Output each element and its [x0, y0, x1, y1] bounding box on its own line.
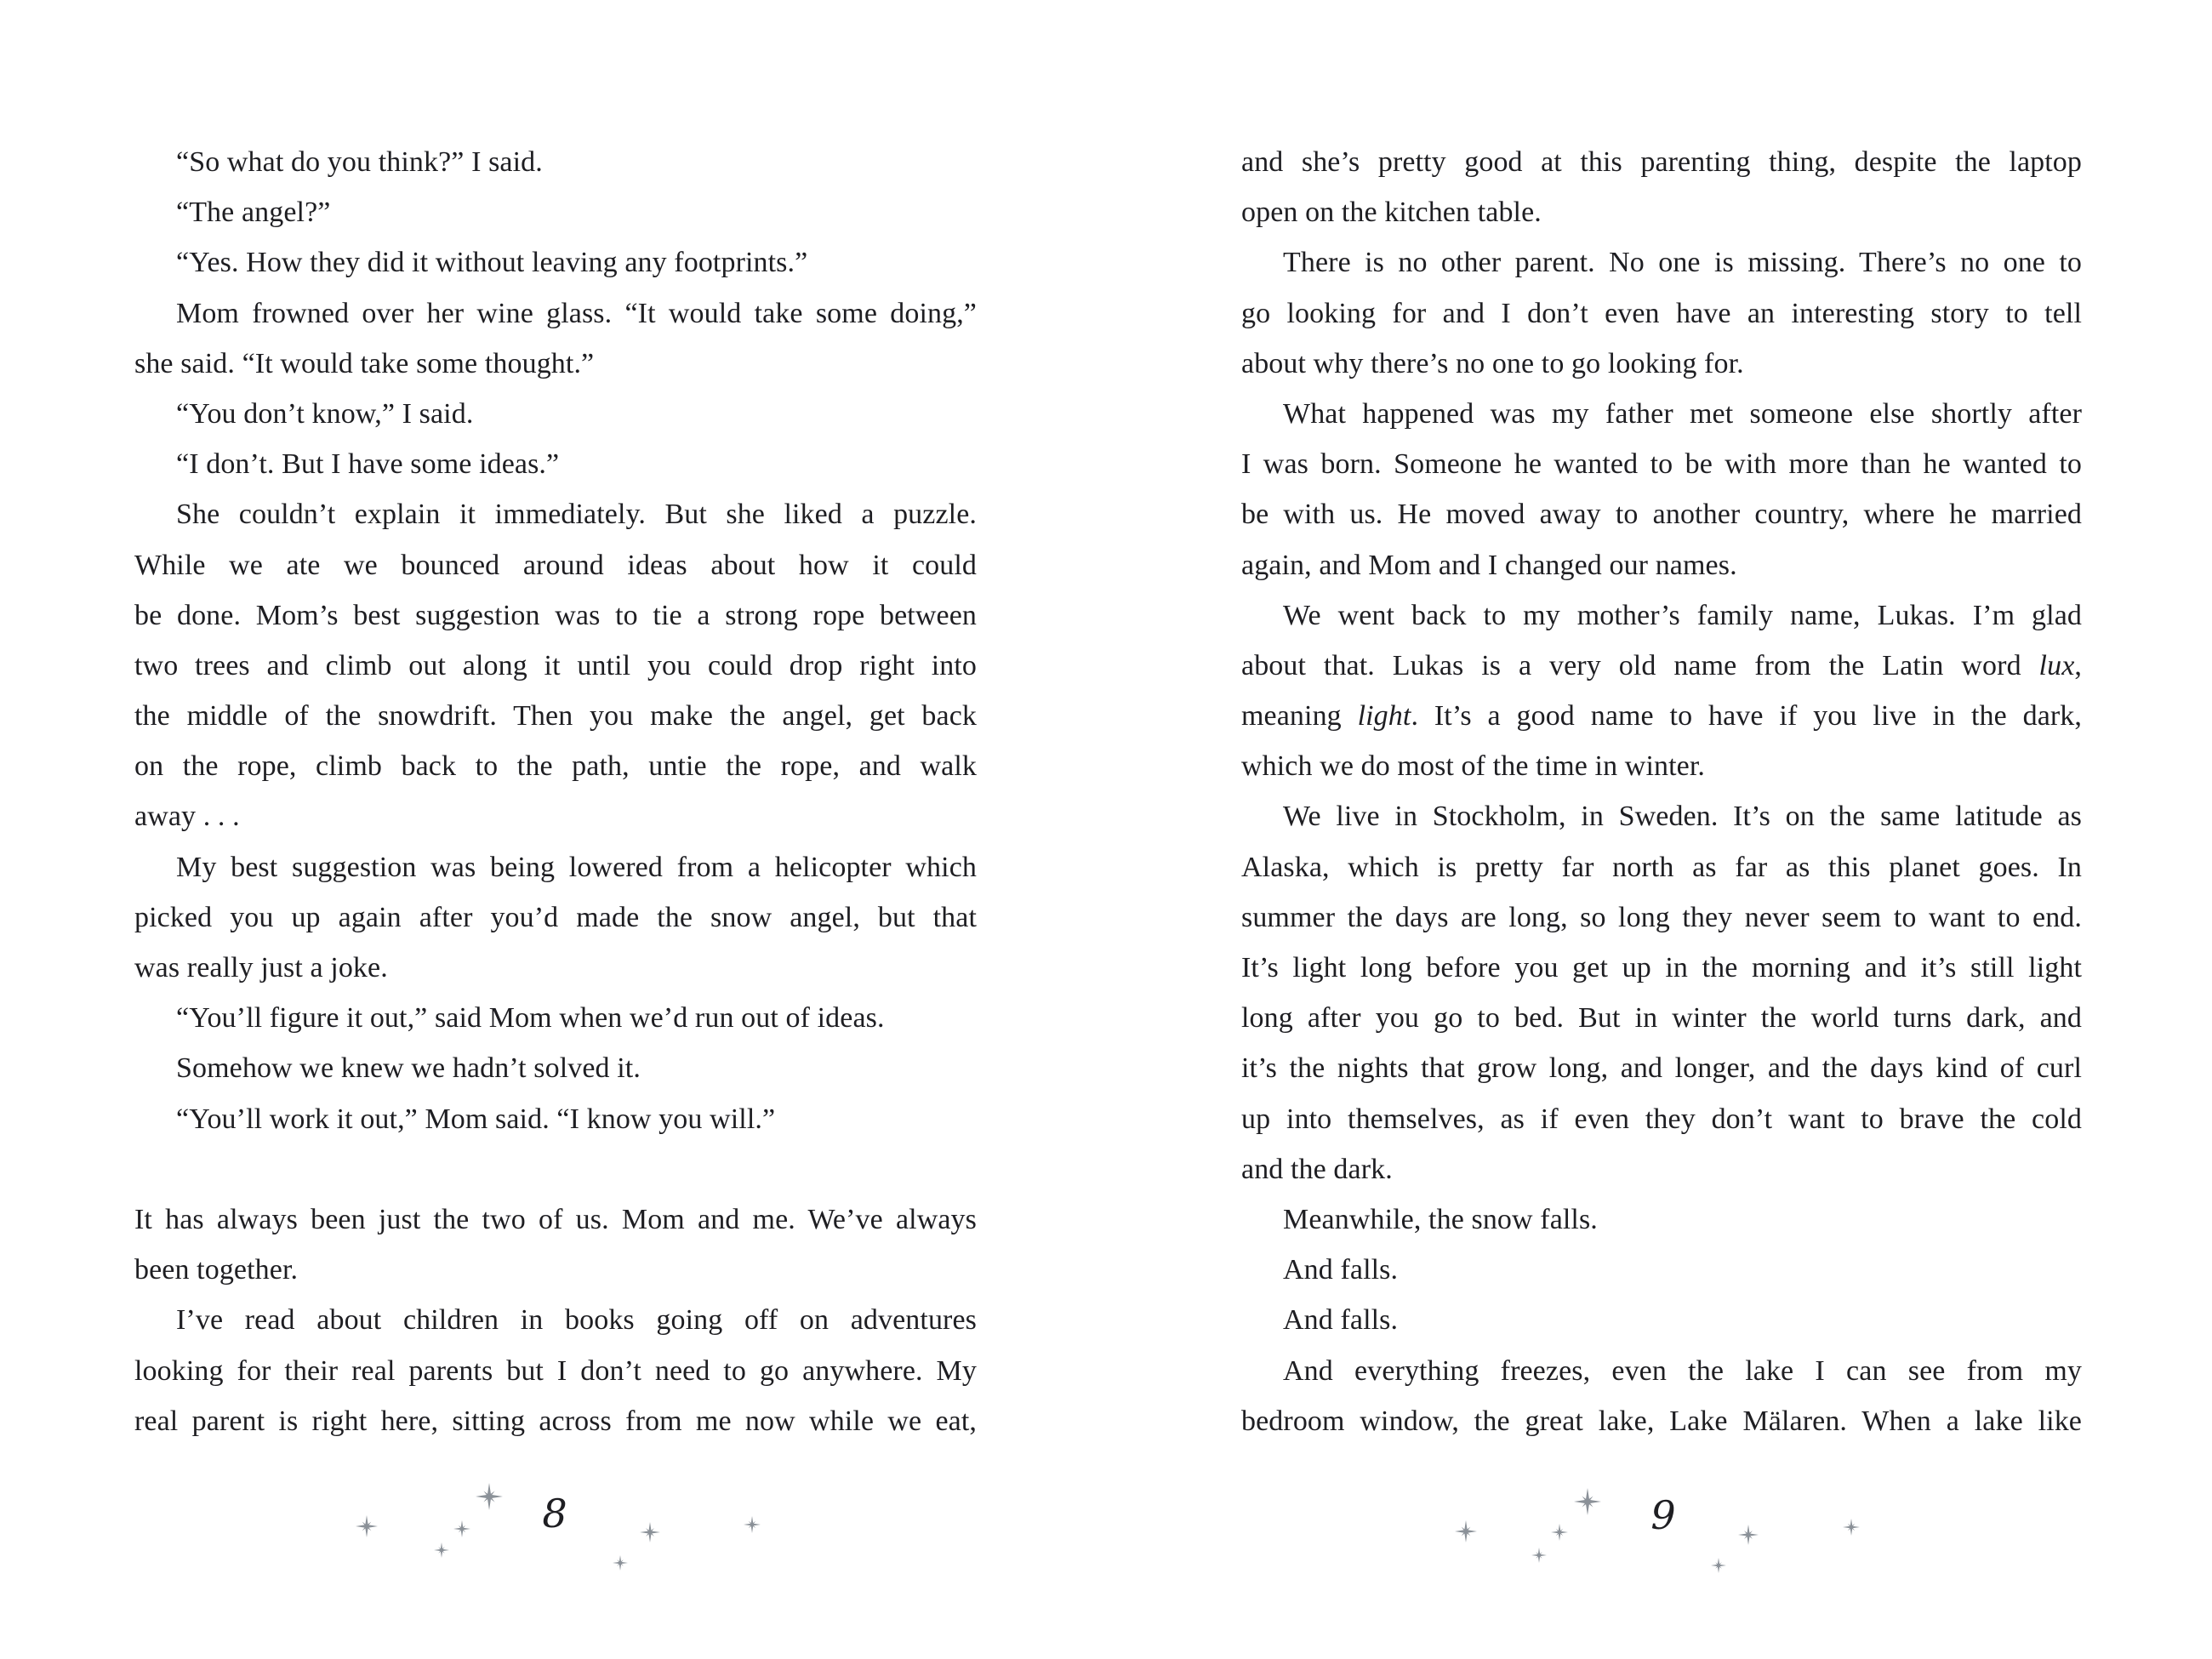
text-line: And everything freezes, even the lake I can see from my: [1283, 1354, 2082, 1387]
text-line: Meanwhile, the snow falls.: [1283, 1203, 1598, 1235]
sparkle-icon: [612, 1554, 630, 1572]
sparkle-icon: [354, 1514, 379, 1539]
text-line: meaning light. It’s a good name to have if you live in the dark,: [1241, 700, 2083, 733]
text-line: And falls.: [1283, 1304, 1399, 1337]
sparkle-icon: [1550, 1523, 1570, 1542]
text-line: While we ate we bounced around ideas about how it could: [134, 549, 977, 581]
blank-line: [134, 1144, 977, 1194]
text-line: Mom frowned over her wine glass. “It would take some doing,”: [176, 297, 977, 329]
text-line: which we do most of the time in winter.: [1241, 750, 1705, 783]
text-line: It’s light long before you get up in the morning and it’s still light: [1241, 952, 2082, 983]
text-line: I’ve read about children in books going off on adventures: [176, 1304, 977, 1337]
sparkle-icon: [1710, 1557, 1728, 1575]
page-number: 8: [542, 1491, 567, 1536]
text-line: “Yes. How they did it without leaving any footprints.”: [176, 247, 808, 279]
text-line: two trees and climb out along it until you could drop right into: [134, 649, 977, 681]
sparkle-icon: [1736, 1523, 1760, 1547]
sparkle-icon: [474, 1481, 505, 1513]
text-line: looking for their real parents but I don’t need to go anywhere. My: [134, 1354, 977, 1387]
sparkle-icon: [453, 1519, 472, 1539]
text-line: long after you go to bed. But in winter the world turns dark, and: [1241, 1002, 2082, 1035]
text-line: go looking for and I don’t even have an interesting story to tell: [1241, 297, 2082, 329]
text-line: My best suggestion was being lowered from a helicopter which: [176, 851, 977, 883]
right-page: [1241, 137, 2082, 1446]
text-line: I was born. Someone he wanted to be with more than he wanted to: [1241, 448, 2082, 481]
text-line: about why there’s no one to go looking for.: [1241, 347, 1744, 379]
text-line: bedroom window, the great lake, Lake Mälaren. When a lake like: [1241, 1405, 2082, 1437]
sparkle-icon: [1531, 1547, 1548, 1565]
text-line: Alaska, which is pretty far north as far as this planet goes. In: [1241, 851, 2082, 883]
text-line: “The angel?”: [176, 197, 331, 229]
text-line: be with us. He moved away to another country, where he married: [1241, 499, 2082, 531]
text-line: “You don’t know,” I said.: [176, 397, 474, 430]
text-line: up into themselves, as if even they don’t want to brave the cold: [1241, 1103, 2082, 1135]
text-line: What happened was my father met someone else shortly after: [1283, 397, 2082, 430]
text-line: and the dark.: [1241, 1153, 1393, 1185]
text-line: We live in Stockholm, in Sweden. It’s on the same latitude as: [1283, 801, 2082, 833]
text-line: And falls.: [1283, 1254, 1399, 1286]
text-line: There is no other parent. No one is missing. There’s no one to: [1283, 247, 2082, 279]
text-line: the middle of the snowdrift. Then you make the angel, get back: [134, 700, 977, 733]
sparkle-icon: [1453, 1519, 1479, 1544]
sparkle-icon: [743, 1515, 762, 1535]
sparkle-icon: [433, 1542, 451, 1559]
page-number: 9: [1650, 1492, 1676, 1538]
text-line: summer the days are long, so long they never seem to want to end.: [1241, 901, 2082, 933]
text-line: away . . .: [134, 801, 240, 833]
text-line: It has always been just the two of us. Mom and me. We’ve always: [134, 1203, 977, 1235]
text-line: it’s the nights that grow long, and longer, and the days kind of curl: [1241, 1052, 2082, 1085]
text-line: be done. Mom’s best suggestion was to tie a strong rope between: [134, 599, 977, 631]
text-line: She couldn’t explain it immediately. But she liked a puzzle.: [176, 499, 977, 531]
text-line: was really just a joke.: [134, 952, 388, 983]
text-line: on the rope, climb back to the path, untie the rope, and walk: [134, 750, 977, 783]
text-line: “You’ll work it out,” Mom said. “I know you will.”: [176, 1103, 776, 1135]
text-line: We went back to my mother’s family name, Lukas. I’m glad: [1283, 599, 2082, 631]
text-line: and she’s pretty good at this parenting thing, despite the laptop: [1241, 146, 2082, 178]
right-page-text: [1241, 137, 2082, 1446]
sparkle-icon: [1572, 1486, 1604, 1518]
text-line: she said. “It would take some thought.”: [134, 347, 595, 379]
text-line: about that. Lukas is a very old name from the Latin word lux,: [1241, 649, 2082, 681]
left-page: [134, 137, 977, 1446]
text-line: picked you up again after you’d made the snow angel, but that: [134, 901, 977, 933]
left-page-text: [134, 137, 977, 1446]
text-line: real parent is right here, sitting across from me now while we eat,: [134, 1405, 977, 1437]
text-line: Somehow we knew we hadn’t solved it.: [176, 1052, 641, 1085]
sparkle-icon: [638, 1520, 662, 1544]
text-line: “So what do you think?” I said.: [176, 146, 543, 178]
text-line: “You’ll figure it out,” said Mom when we’d run out of ideas.: [176, 1002, 885, 1035]
text-line: been together.: [134, 1254, 299, 1286]
text-line: again, and Mom and I changed our names.: [1241, 549, 1737, 581]
text-line: open on the kitchen table.: [1241, 197, 1542, 229]
text-line: “I don’t. But I have some ideas.”: [176, 448, 560, 481]
sparkle-icon: [1842, 1518, 1861, 1537]
